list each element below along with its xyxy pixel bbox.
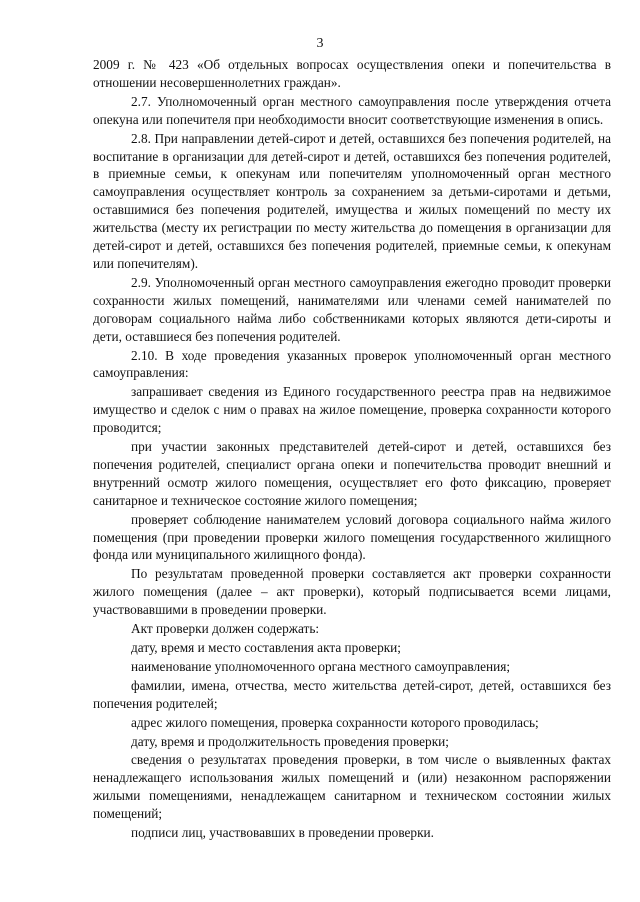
paragraph-2-9: 2.9. Уполномоченный орган местного самоуправления ежегодно проводит проверки сохранности жилых помещений, нанимателями или членами семей нанимателей по договорам социального найма либо собственниками которых являются дети-сироты и дети, оставшиеся без попечения родителей. (93, 274, 611, 344)
list-item-address: адрес жилого помещения, проверка сохранности которого проводилась; (131, 714, 539, 730)
document-body (93, 56, 611, 843)
paragraph-inspection-act: По результатам проведенной проверки составляется акт проверки сохранности жилого помещения (далее – акт проверки), который подписывается всеми лицами, участвовавшими в проведении проверки. (93, 566, 611, 618)
list-item-date-place: дату, время и место составления акта проверки; (131, 640, 401, 655)
list-item-lease-compliance: проверяет соблюдение нанимателем условий договора социального найма жилого помещения (при проведении проверки жилого помещения государственного жилищного фонда или муниципального жилищного фонда). (93, 511, 611, 563)
paragraph-2-10: 2.10. В ходе проведения указанных проверок уполномоченный орган местного самоуправления: (93, 347, 611, 381)
paragraph-2-7: 2.7. Уполномоченный орган местного самоуправления после утверждения отчета опекуна или попечителя при необходимости вносит соответствующие изменения в опись. (93, 93, 611, 127)
paragraph-continuation: 2009 г. № 423 «Об отдельных вопросах осуществления опеки и попечительства в отношении несовершеннолетних граждан». (93, 57, 611, 90)
list-item-request-registry: запрашивает сведения из Единого государственного реестра прав на недвижимое имущество и сделок с ним о правах на жилое помещение, проверка сохранности которого проводится; (93, 384, 611, 436)
list-item-results: сведения о результатах проведения проверки, в том числе о выявленных фактах ненадлежащего использования жилых помещений и (или) незаконном распоряжении жилыми помещениями, ненадлежащем санитарном и техническом состоянии жилых помещений; (93, 752, 611, 822)
list-item-authority-name: наименование уполномоченного органа местного самоуправления; (131, 658, 511, 674)
paragraph-2-8: 2.8. При направлении детей-сирот и детей, оставшихся без попечения родителей, на воспитание в организации для детей-сирот и детей, оставшихся без попечения родителей, в приемные семьи, к опекунам или попечителям уполномоченный орган местного самоуправления осуществляет контроль за сохранением за детьми-сиротами и детьми, оставшимися без попечения родителей, имущества и жилых помещений по месту их жительства (месту их регистрации по месту жительства до помещения в организации для детей-сирот и детей, оставшихся без попечения родителей, приемные семьи, к опекунам или попечителям). (93, 130, 611, 271)
list-item-inspection: при участии законных представителей детей-сирот и детей, оставшихся без попечения родителей, специалист органа опеки и попечительства проводит внешний и внутренний осмотр жилого помещения, осуществляет его фото фиксацию, проверяет санитарное и техническое состояние жилого помещения; (93, 439, 611, 508)
page-number: 3 (316, 36, 324, 51)
list-item-children-names: фамилии, имена, отчества, место жительства детей-сирот, детей, оставшихся без попечения родителей; (93, 677, 611, 711)
list-item-duration: дату, время и продолжительность проведения проверки; (131, 733, 449, 749)
paragraph-act-contents: Акт проверки должен содержать: (131, 621, 320, 637)
list-item-signatures: подписи лиц, участвовавших в проведении проверки. (131, 825, 434, 841)
